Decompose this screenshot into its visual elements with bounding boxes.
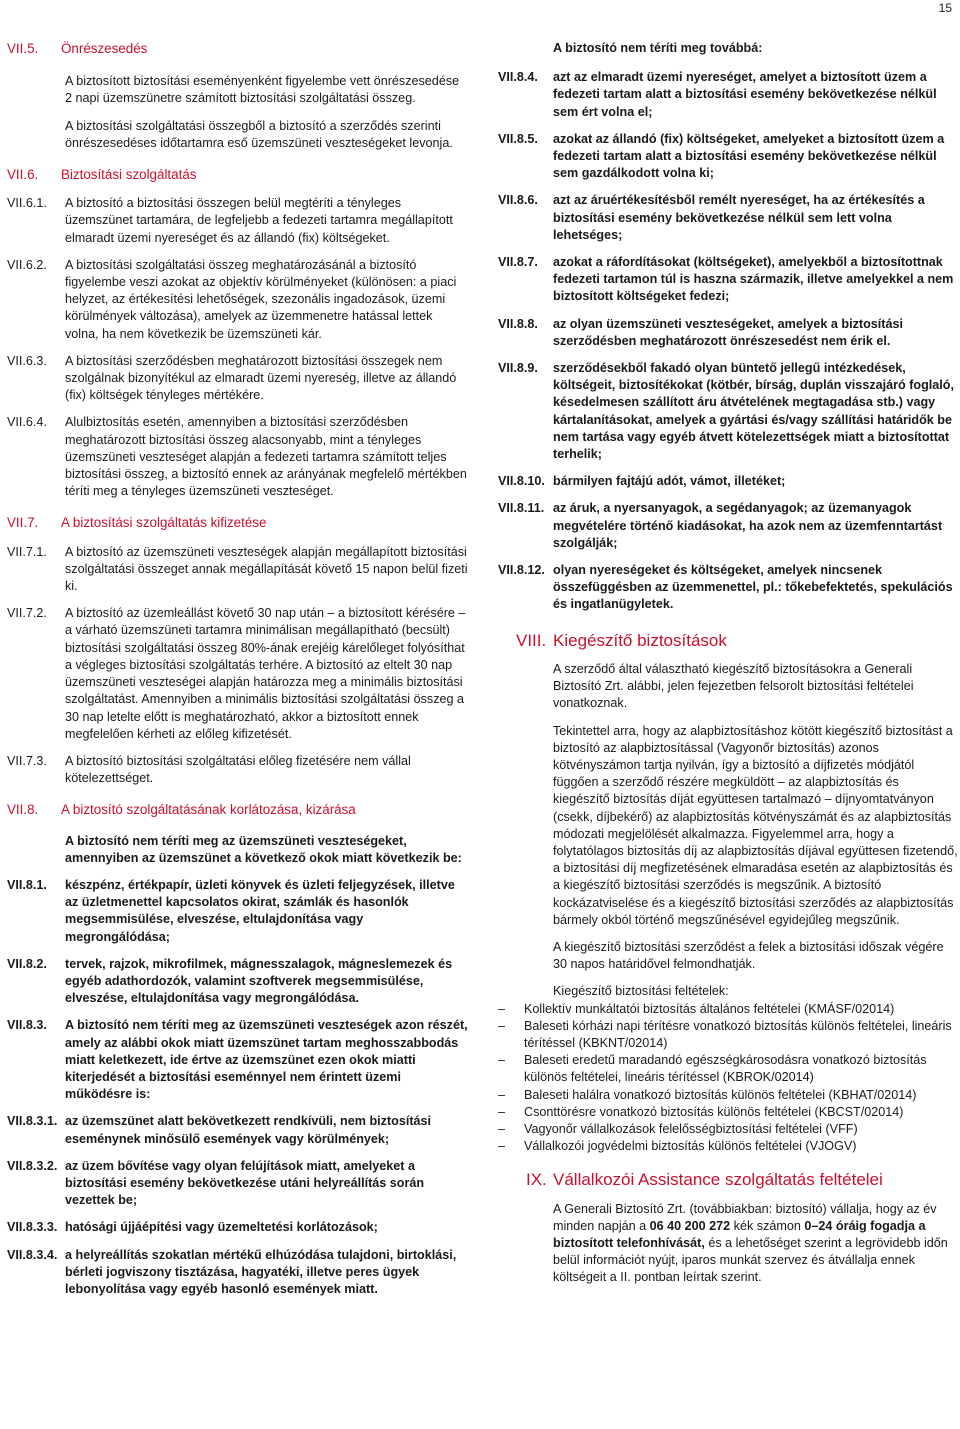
section-vii8-list xyxy=(7,877,468,1298)
clause: VII.8.3.4. a helyreállítás szokatlan mértékű elhúzódása tulajdoni, birtoklási, bérleti jogviszony tisztázása, hagyatéki, illetve peres ügyek lebonyolítása vagy egyéb hasonló események miatt. xyxy=(7,1247,457,1296)
clause: VII.8.9. szerződésekből fakadó olyan büntető jellegű intézkedések, költségeit, biztosítékokat (kötbér, bírság, duplán visszajáró foglaló, késedelmesen szállított áru átvételének megtagadása stb.) vagy kártalanításokat, amelyek a gyártási és/vagy szállítási határidők be nem tartása vagy egyéb átvett kötelezettségek miatt a biztosítottat terhelik; xyxy=(498,361,954,462)
right-column xyxy=(498,40,958,1287)
section-vii7-list xyxy=(7,544,468,788)
list-item: – Vagyonőr vállalkozások felelősségbiztosítási feltételei (VFF) xyxy=(498,1121,858,1136)
paragraph: Tekintettel arra, hogy az alapbiztosításhoz kötött kiegészítő biztosítást a biztosító az alapbiztosítással (Vagyonőr biztosítás) azonos kötvényszámon tartja nyilván, így a biztosító a díjfizetés módjától függően a szerződő részére megküldött – az alapbiztosítás és kiegészítő biztosítás díját együttesen tartalmazó – díjnyomtatványon (csekk, díjbekérő) az alapbiztosítás kötvényszámát és az alapbiztosítás módozati megjelölését alkalmazza. Figyelemmel arra, hogy a folytatólagos biztosítás díj az alapbiztosítás díjával együttesen fizetendő, a biztosítási díj megfizetésének elmaradása esetén az alapbiztosítás és a kiegészítő biztosítási szerződés is megszűnik. A biztosító kockázatviselése és a kiegészítő biztosítási szerződés az alapbiztosítás bármely okból történő megszűnésével egyidejűleg megszűnik. xyxy=(553,723,958,927)
page-number: 15 xyxy=(938,1,952,15)
clause: VII.8.11. az áruk, a nyersanyagok, a segédanyagok; az üzemanyagok megvételére történő kiadásokat, ha azok nem az üzemfenntartást szolgálják; xyxy=(498,501,943,550)
clause: VII.8.3.1. az üzemszünet alatt bekövetkezett rendkívüli, nem biztosítási eseménynek minősülő események vagy körülmények; xyxy=(7,1114,432,1146)
section-intro: A biztosító nem téríti meg továbbá: xyxy=(553,41,763,55)
section-heading-vii5: VII.5. Önrészesedés xyxy=(7,41,148,56)
clause: VII.8.10. bármilyen fajtájú adót, vámot, illetéket; xyxy=(498,474,786,489)
list-item: – Vállalkozói jogvédelmi biztosítás különös feltételei (VJOGV) xyxy=(498,1139,857,1154)
paragraph: A biztosított biztosítási eseményenként figyelembe vett önrészesedése 2 napi üzemszünetre számított biztosítási szolgáltatási összeg. xyxy=(65,74,460,106)
clause: VII.7.2. A biztosító az üzemleállást követő 30 nap után – a biztosított kérésére – a várható üzemszüneti tartamra minimálisan megállapítható (becsült) biztosítási szolgáltatási összeg 80%-ának erejéig kárelőleget folyósíthat a végleges biztosítási szolgáltatás terhére. A biztosító az eltelt 30 nap üzemszüneti veszteségei alapján határozza meg a minimális biztosítási szolgáltatást. Amennyiben a minimális biztosítási szolgáltatási összeg a 30 nap letelte előtt is meghatározható, akkor a biztosított ennek megfelelően kérheti az előleg kifizetését. xyxy=(7,606,466,741)
section-heading-vii6: VII.6. Biztosítási szolgáltatás xyxy=(7,167,197,183)
clause: VII.8.4. azt az elmaradt üzemi nyereséget, amelyet a biztosított üzem a fedezeti tartam alatt a biztosítási esemény bekövetkezése nélkül sem ért volna el; xyxy=(498,70,937,119)
paragraph: A kiegészítő biztosítási szerződést a felek a biztosítási időszak végére 30 napos határidővel felmondhatják. xyxy=(553,939,944,972)
chapter-heading-viii: VIII. Kiegészítő biztosítások xyxy=(516,630,727,650)
clause: VII.8.8. az olyan üzemszüneti veszteségeket, amelyek a biztosítási szerződésben meghatározott önrészesedést nem érik el. xyxy=(498,316,903,348)
list-item: – Baleseti halálra vonatkozó biztosítás különös feltételei (KBHAT/02014) xyxy=(498,1087,917,1102)
exclusions-list xyxy=(498,69,958,613)
section-vii6-list xyxy=(7,195,468,500)
section-intro: A biztosító nem téríti meg az üzemszüneti veszteségeket, amennyiben az üzemszünet a következő okok miatt következik be: xyxy=(65,833,462,865)
clause: VII.8.6. azt az áruértékesítésből remélt nyereséget, ha az értékesítés a biztosítási esemény bekövetkezése nélkül sem lett volna lehetséges; xyxy=(498,193,925,242)
clause: VII.6.2. A biztosítási szolgáltatási összeg meghatározásánál a biztosító figyelembe veszi azokat az objektív körülményeket (különösen: a piaci helyzet, az értékesítési lehetőségek, szezonális ingadozások, üzemi körülmények változása), amelyek az üzemmenetre hatással lettek volna, ha nem következik be üzemszüneti kár. xyxy=(7,257,457,341)
list-item: – Baleseti eredetű maradandó egészségkárosodásra vonatkozó biztosítás különös feltételei, lineáris térítéssel (KBROK/02014) xyxy=(498,1053,927,1085)
clause: VII.8.12. olyan nyereségeket és költségeket, amelyek nincsenek összefüggésben az üzemmenettel, pl.: tőkebefektetés, spekulációs és ingatlanügyletek. xyxy=(498,563,953,612)
section-heading-vii8: VII.8. A biztosító szolgáltatásának korlátozása, kizárása xyxy=(7,802,356,818)
clause: VII.7.3. A biztosító biztosítási szolgáltatási előleg fizetésére nem vállal kötelezettséget. xyxy=(7,753,411,786)
paragraph: A Generali Biztosító Zrt. (továbbiakban: biztosító) vállalja, hogy az év minden napján a 06 40 200 272 kék számon 0–24 óráig fogadja a biztosított telefonhívását, és a lehetőséget szerint a legrövidebb időn belül információt nyújt, iparos munkát szervez és átvállalja ennek költségeit a II. pontban leírtak szerint. xyxy=(553,1201,948,1285)
clause: VII.8.3.3. hatósági újjáépítési vagy üzemeltetési korlátozások; xyxy=(7,1220,378,1235)
clause: VII.8.2. tervek, rajzok, mikrofilmek, mágnesszalagok, mágneslemezek és egyéb adathordozók, valamint szoftverek megsemmisülése, elveszése, eltulajdonítása vagy megrongálódása. xyxy=(7,956,453,1006)
left-column xyxy=(7,40,468,1298)
list-item: – Csonttörésre vonatkozó biztosítás különös feltételei (KBCST/02014) xyxy=(498,1104,904,1119)
clause: VII.6.1. A biztosító a biztosítási összegen belül megtéríti a tényleges üzemszünet tartamára, de legfeljebb a fedezeti tartamra megállapított elmaradt üzemi nyereséget és az állandó (fix) költségeket. xyxy=(7,196,453,245)
clause: VII.7.1. A biztosító az üzemszüneti veszteségek alapján megállapított biztosítási szolgáltatási összeget annak megállapítását követő 15 napon belül fizeti ki. xyxy=(7,544,468,594)
clause: VII.6.4. Alulbiztosítás esetén, amennyiben a biztosítási szerződésben meghatározott biztosítási összeg alacsonyabb, mint a tényleges üzemszüneti veszteséget alapján a fedezeti tartamra számított teljes biztosítási összeg, a biztosító ennek az arányának megfelelő mértékben téríti meg a tényleges üzemszüneti veszteséget. xyxy=(7,415,467,499)
list-item: – Kollektív munkáltatói biztosítás általános feltételei (KMÁSF/02014) xyxy=(498,1001,895,1016)
list-title: Kiegészítő biztosítási feltételek: xyxy=(553,984,729,999)
chapter-heading-ix: IX. Vállalkozói Assistance szolgáltatás feltételei xyxy=(526,1170,883,1190)
list-item: – Baleseti kórházi napi térítésre vonatkozó biztosítás különös feltételei, lineáris térítéssel (KBKNT/02014) xyxy=(498,1018,952,1050)
paragraph: A szerződő által választható kiegészítő biztosításokra a Generali Biztosító Zrt. alábbi, jelen fejezetben felsorolt biztosítási feltételei vonatkoznak. xyxy=(553,661,914,711)
clause: VII.6.3. A biztosítási szerződésben meghatározott biztosítási összegek nem szolgálnak bizonyítékul az elmaradt üzemi nyereség, illetve az állandó (fix) költségek tényleges mértékére. xyxy=(7,353,457,403)
clause: VII.8.5. azokat az állandó (fix) költségeket, amelyeket a biztosított üzem a fedezeti tartam alatt a biztosítási esemény bekövetkezése nélkül sem gazdálkodott volna ki; xyxy=(498,131,945,181)
section-heading-vii7: VII.7. A biztosítási szolgáltatás kifizetése xyxy=(7,515,267,531)
clause: VII.8.3. A biztosító nem téríti meg az üzemszüneti veszteségek azon részét, amely az alábbi okok miatt üzemszünet tartam meghosszabbodás miatt keletkezett, ide értve az üzemszünet ezen okok miatti kiterjedését a biztosítási eseménnyel nem érintett üzemi működésre is: xyxy=(7,1018,468,1102)
clause: VII.8.7. azokat a ráfordításokat (költségeket), amelyekből a biztosítottnak fedezeti tartamon túl is haszna származik, illetve amelyekkel a nem biztosított költségeket fedezi; xyxy=(498,255,954,304)
phone-number: 06 40 200 272 xyxy=(649,1218,731,1233)
paragraph: A biztosítási szolgáltatási összegből a biztosító a szerződés szerinti önrészesedéses időtartamra eső üzemszüneti veszteségeket levonja. xyxy=(65,118,453,150)
clause: VII.8.3.2. az üzem bővítése vagy olyan felújítások miatt, amelyeket a biztosítási esemény bekövetkezése utáni helyreállítás során vezettek be; xyxy=(7,1158,425,1208)
supplementary-conditions-list xyxy=(498,1001,958,1156)
clause: VII.8.1. készpénz, értékpapír, üzleti könyvek és üzleti feljegyzések, illetve az üzletmenettel kapcsolatos okirat, számlák és hasonlók megsemmisülése, elveszése, eltulajdonítása vagy megrongálódása; xyxy=(7,877,455,944)
